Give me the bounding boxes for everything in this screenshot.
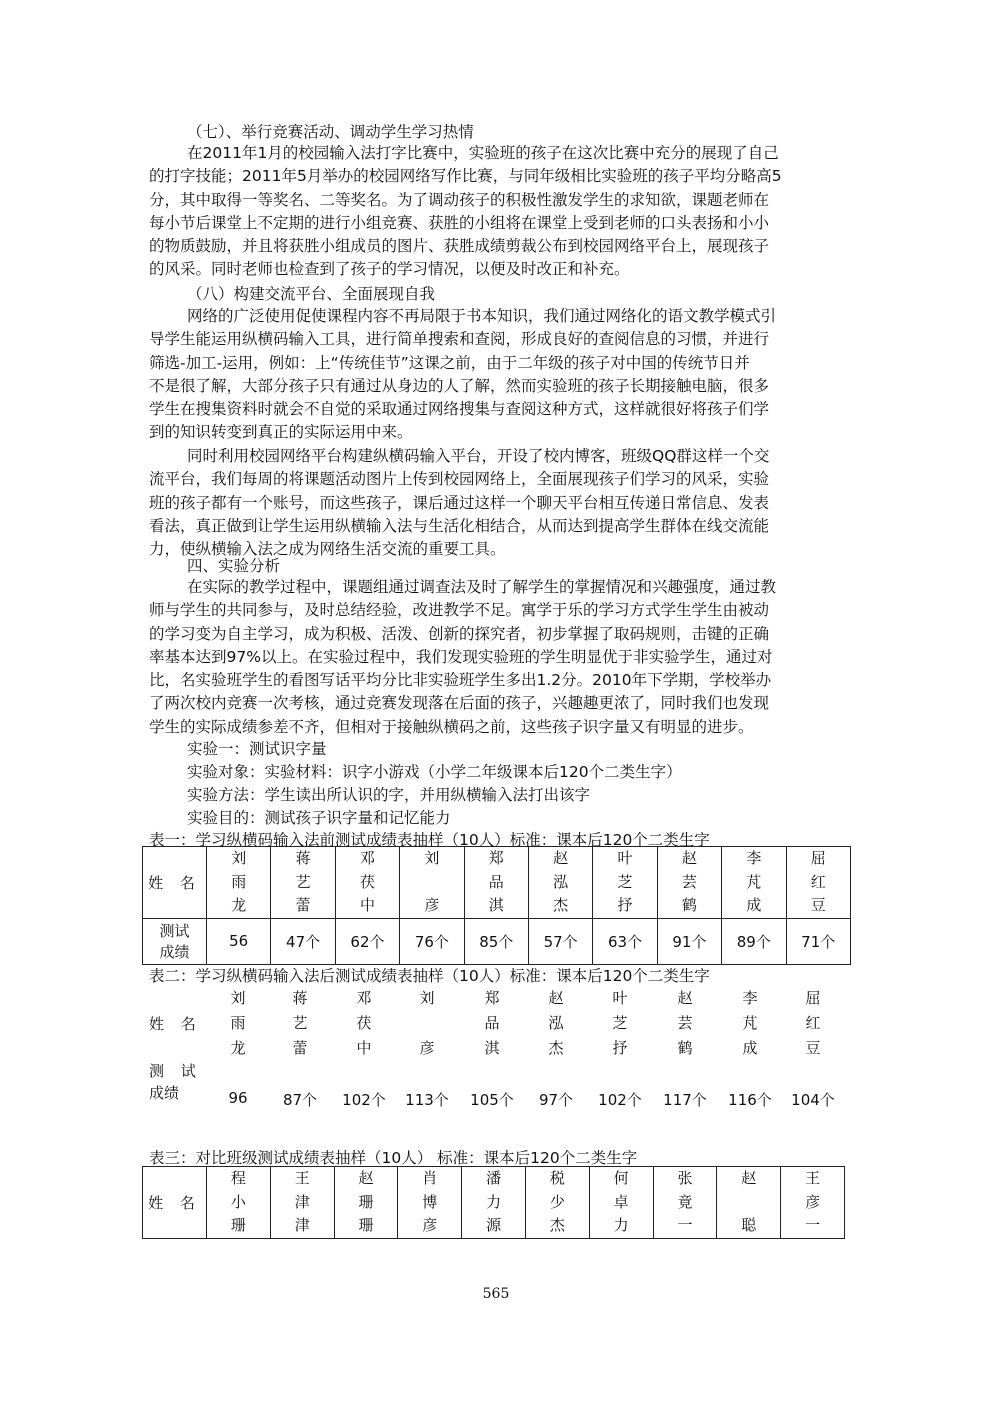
name-header: 姓 名 bbox=[143, 1167, 207, 1239]
student-name: 刘 彦 bbox=[400, 847, 464, 919]
student-name: 蒋 艺 蕾 bbox=[292, 989, 308, 1057]
text-line: 班的孩子都有一个账号，而这些孩子，课后通过这样一个聊天平台相互传递日常信息、发表 bbox=[149, 493, 770, 512]
score-cell: 102个 bbox=[598, 1091, 642, 1109]
name-header: 姓 名 bbox=[149, 1015, 202, 1033]
text-line: 在2011年1月的校园输入法打字比赛中，实验班的孩子在这次比赛中充分的展现了自己 bbox=[187, 144, 779, 162]
student-name: 叶 芝 抒 bbox=[593, 847, 657, 919]
student-name: 赵 珊 珊 bbox=[334, 1167, 398, 1239]
student-name: 郑 品 淇 bbox=[484, 989, 500, 1057]
student-name: 张 竟 一 bbox=[653, 1167, 717, 1239]
score-cell: 105个 bbox=[470, 1091, 514, 1109]
student-name: 肖 博 彦 bbox=[398, 1167, 462, 1239]
student-name: 刘 彦 bbox=[419, 989, 435, 1057]
score-cell: 89个 bbox=[722, 918, 786, 964]
student-name: 程 小 珊 bbox=[207, 1167, 271, 1239]
text-line: 的物质鼓励，并且将获胜小组成员的图片、获胜成绩剪裁公布到校园网络平台上，展现孩子 bbox=[149, 237, 770, 256]
student-name: 赵 芸 鹤 bbox=[677, 989, 693, 1057]
student-name: 王 津 津 bbox=[270, 1167, 334, 1239]
experiment-purpose: 实验目的：测试孩子识字量和记忆能力 bbox=[187, 809, 451, 827]
score-cell: 71个 bbox=[786, 918, 850, 964]
student-name: 屈 红 豆 bbox=[805, 989, 821, 1057]
text-line: 分，其中取得一等奖名、二等奖名。为了调动孩子的积极性激发学生的求知欲，课题老师在 bbox=[149, 190, 770, 209]
student-name: 邓 茯 中 bbox=[335, 847, 399, 919]
student-name: 何 卓 力 bbox=[589, 1167, 653, 1239]
student-name: 王 彦 一 bbox=[781, 1167, 845, 1239]
table-row bbox=[143, 847, 851, 919]
student-name: 邓 茯 中 bbox=[356, 989, 372, 1057]
experiment-object: 实验对象：实验材料：识字小游戏（小学二年级课本后120个二类生字） bbox=[187, 763, 682, 781]
score-cell: 116个 bbox=[728, 1091, 772, 1109]
student-name: 赵 泓 杰 bbox=[528, 847, 592, 919]
section7-paragraph bbox=[149, 142, 846, 282]
student-name: 赵 芸 鹤 bbox=[657, 847, 721, 919]
student-name: 刘 雨 龙 bbox=[230, 989, 246, 1057]
score-cell: 47个 bbox=[271, 918, 335, 964]
table1-caption: 表一：学习纵横码输入法前测试成绩表抽样（10人）标准：课本后120个二类生字 bbox=[149, 831, 710, 849]
score-cell: 102个 bbox=[342, 1091, 386, 1109]
text-line: 不是很了解，大部分孩子只有通过从身边的人了解，然而实验班的孩子长期接触电脑，很多 bbox=[149, 376, 770, 395]
text-line: 筛选-加工-运用，例如：上“传统佳节”这课之前，由于二年级的孩子对中国的传统节日并 bbox=[149, 353, 750, 372]
score-cell: 113个 bbox=[405, 1091, 449, 1109]
student-name: 税 少 杰 bbox=[525, 1167, 589, 1239]
score-cell: 104个 bbox=[791, 1091, 835, 1109]
text-line: 同时利用校园网络平台构建纵横码输入平台，开设了校内博客，班级QQ群这样一个交 bbox=[187, 447, 770, 465]
table2-caption: 表二：学习纵横码输入法后测试成绩表抽样（10人）标准：课本后120个二类生字 bbox=[149, 967, 710, 985]
student-name: 蒋 艺 蕾 bbox=[271, 847, 335, 919]
text-line: 的学习变为自主学习，成为积极、活泼、创新的探究者，初步掌握了取码规则，击键的正确 bbox=[149, 624, 770, 643]
score-header-2: 成绩 bbox=[149, 1084, 180, 1102]
score-cell: 96 bbox=[228, 1089, 248, 1107]
student-name: 潘 力 源 bbox=[462, 1167, 526, 1239]
table-row bbox=[143, 918, 851, 964]
score-cell: 76个 bbox=[400, 918, 464, 964]
text-line: 流平台，我们每周的将课题活动图片上传到校园网络上，全面展现孩子们学习的风采，实验 bbox=[149, 470, 770, 489]
section8-paragraph-1 bbox=[149, 305, 846, 445]
text-line: 在实际的教学过程中，课题组通过调查法及时了解学生的掌握情况和兴趣强度，通过教 bbox=[187, 578, 777, 596]
student-name: 屈 红 豆 bbox=[786, 847, 850, 919]
text-line: 师与学生的共同参与，及时总结经验，改进教学不足。寓学于乐的学习方式学生学生由被动 bbox=[149, 601, 770, 620]
text-line: 的风采。同时老师也检查到了孩子的学习情况，以便及时改正和补充。 bbox=[149, 260, 630, 279]
student-name: 赵 泓 杰 bbox=[548, 989, 564, 1057]
student-name: 李 芃 成 bbox=[742, 989, 758, 1057]
student-name: 郑 品 淇 bbox=[464, 847, 528, 919]
experiment-title: 实验一：测试识字量 bbox=[187, 740, 327, 758]
section8-paragraph-2 bbox=[149, 445, 846, 561]
text-line: 每小节后课堂上不定期的进行小组竞赛、获胜的小组将在课堂上受到老师的口头表扬和小小 bbox=[149, 213, 770, 232]
student-name: 叶 芝 抒 bbox=[612, 989, 628, 1057]
score-cell: 87个 bbox=[282, 1091, 318, 1109]
score-cell: 117个 bbox=[663, 1091, 707, 1109]
score-header-1: 测 试 bbox=[149, 1062, 202, 1080]
score-cell: 56 bbox=[207, 918, 271, 964]
text-line: 网络的广泛使用促使课程内容不再局限于书本知识，我们通过网络化的语文教学模式引 bbox=[187, 307, 777, 325]
table1 bbox=[142, 846, 851, 965]
section4-paragraph bbox=[149, 576, 846, 739]
section4-heading: 四、实验分析 bbox=[187, 557, 281, 575]
text-line: 率基本达到97%以上。在实验过程中，我们发现实验班的学生明显优于非实验学生，通过对 bbox=[149, 647, 773, 666]
student-name: 刘 雨 龙 bbox=[207, 847, 271, 919]
table-row bbox=[143, 1167, 845, 1239]
section8-heading: （八）构建交流平台、全面展现自我 bbox=[187, 285, 436, 303]
score-cell: 63个 bbox=[593, 918, 657, 964]
section7-heading: （七）、举行竞赛活动、调动学生学习热情 bbox=[187, 123, 474, 141]
text-line: 了两次校内竞赛一次考核，通过竞赛发现落在后面的孩子，兴趣趣更浓了，同时我们也发现 bbox=[149, 694, 770, 713]
text-line: 的打字技能；2011年5月举办的校园网络写作比赛，与同年级相比实验班的孩子平均分略高5 bbox=[149, 167, 782, 186]
text-line: 看法，真正做到让学生运用纵横输入法与生活化相结合，从而达到提高学生群体在线交流能 bbox=[149, 516, 770, 535]
text-line: 比，名实验班学生的看图写话平均分比非实验班学生多出1.2分。2010年下学期，学校举办 bbox=[149, 671, 772, 690]
text-line: 学生在搜集资料时就会不自觉的采取通过网络搜集与查阅这种方式，这样就很好将孩子们学 bbox=[149, 400, 770, 419]
text-line: 到的知识转变到真正的实际运用中来。 bbox=[149, 423, 413, 442]
student-name: 李 芃 成 bbox=[722, 847, 786, 919]
score-header: 测试 成绩 bbox=[143, 918, 207, 964]
score-cell: 97个 bbox=[538, 1091, 574, 1109]
text-line: 学生的实际成绩参差不齐，但相对于接触纵横码之前，这些孩子识字量又有明显的进步。 bbox=[149, 717, 754, 736]
score-cell: 62个 bbox=[335, 918, 399, 964]
experiment-method: 实验方法：学生读出所认识的字，并用纵横输入法打出该字 bbox=[187, 786, 591, 804]
table3-caption: 表三：对比班级测试成绩表抽样（10人） 标准：课本后120个二类生字 bbox=[149, 1149, 638, 1167]
table3 bbox=[142, 1166, 845, 1239]
score-cell: 85个 bbox=[464, 918, 528, 964]
text-line: 力，使纵横输入法之成为网络生活交流的重要工具。 bbox=[149, 540, 506, 559]
student-name: 赵 聪 bbox=[717, 1167, 781, 1239]
page-number: 565 bbox=[482, 1286, 510, 1302]
text-line: 导学生能运用纵横码输入工具，进行简单搜索和查阅，形成良好的查阅信息的习惯，并进行 bbox=[149, 330, 770, 349]
score-cell: 91个 bbox=[657, 918, 721, 964]
name-header: 姓 名 bbox=[143, 847, 207, 919]
score-cell: 57个 bbox=[528, 918, 592, 964]
